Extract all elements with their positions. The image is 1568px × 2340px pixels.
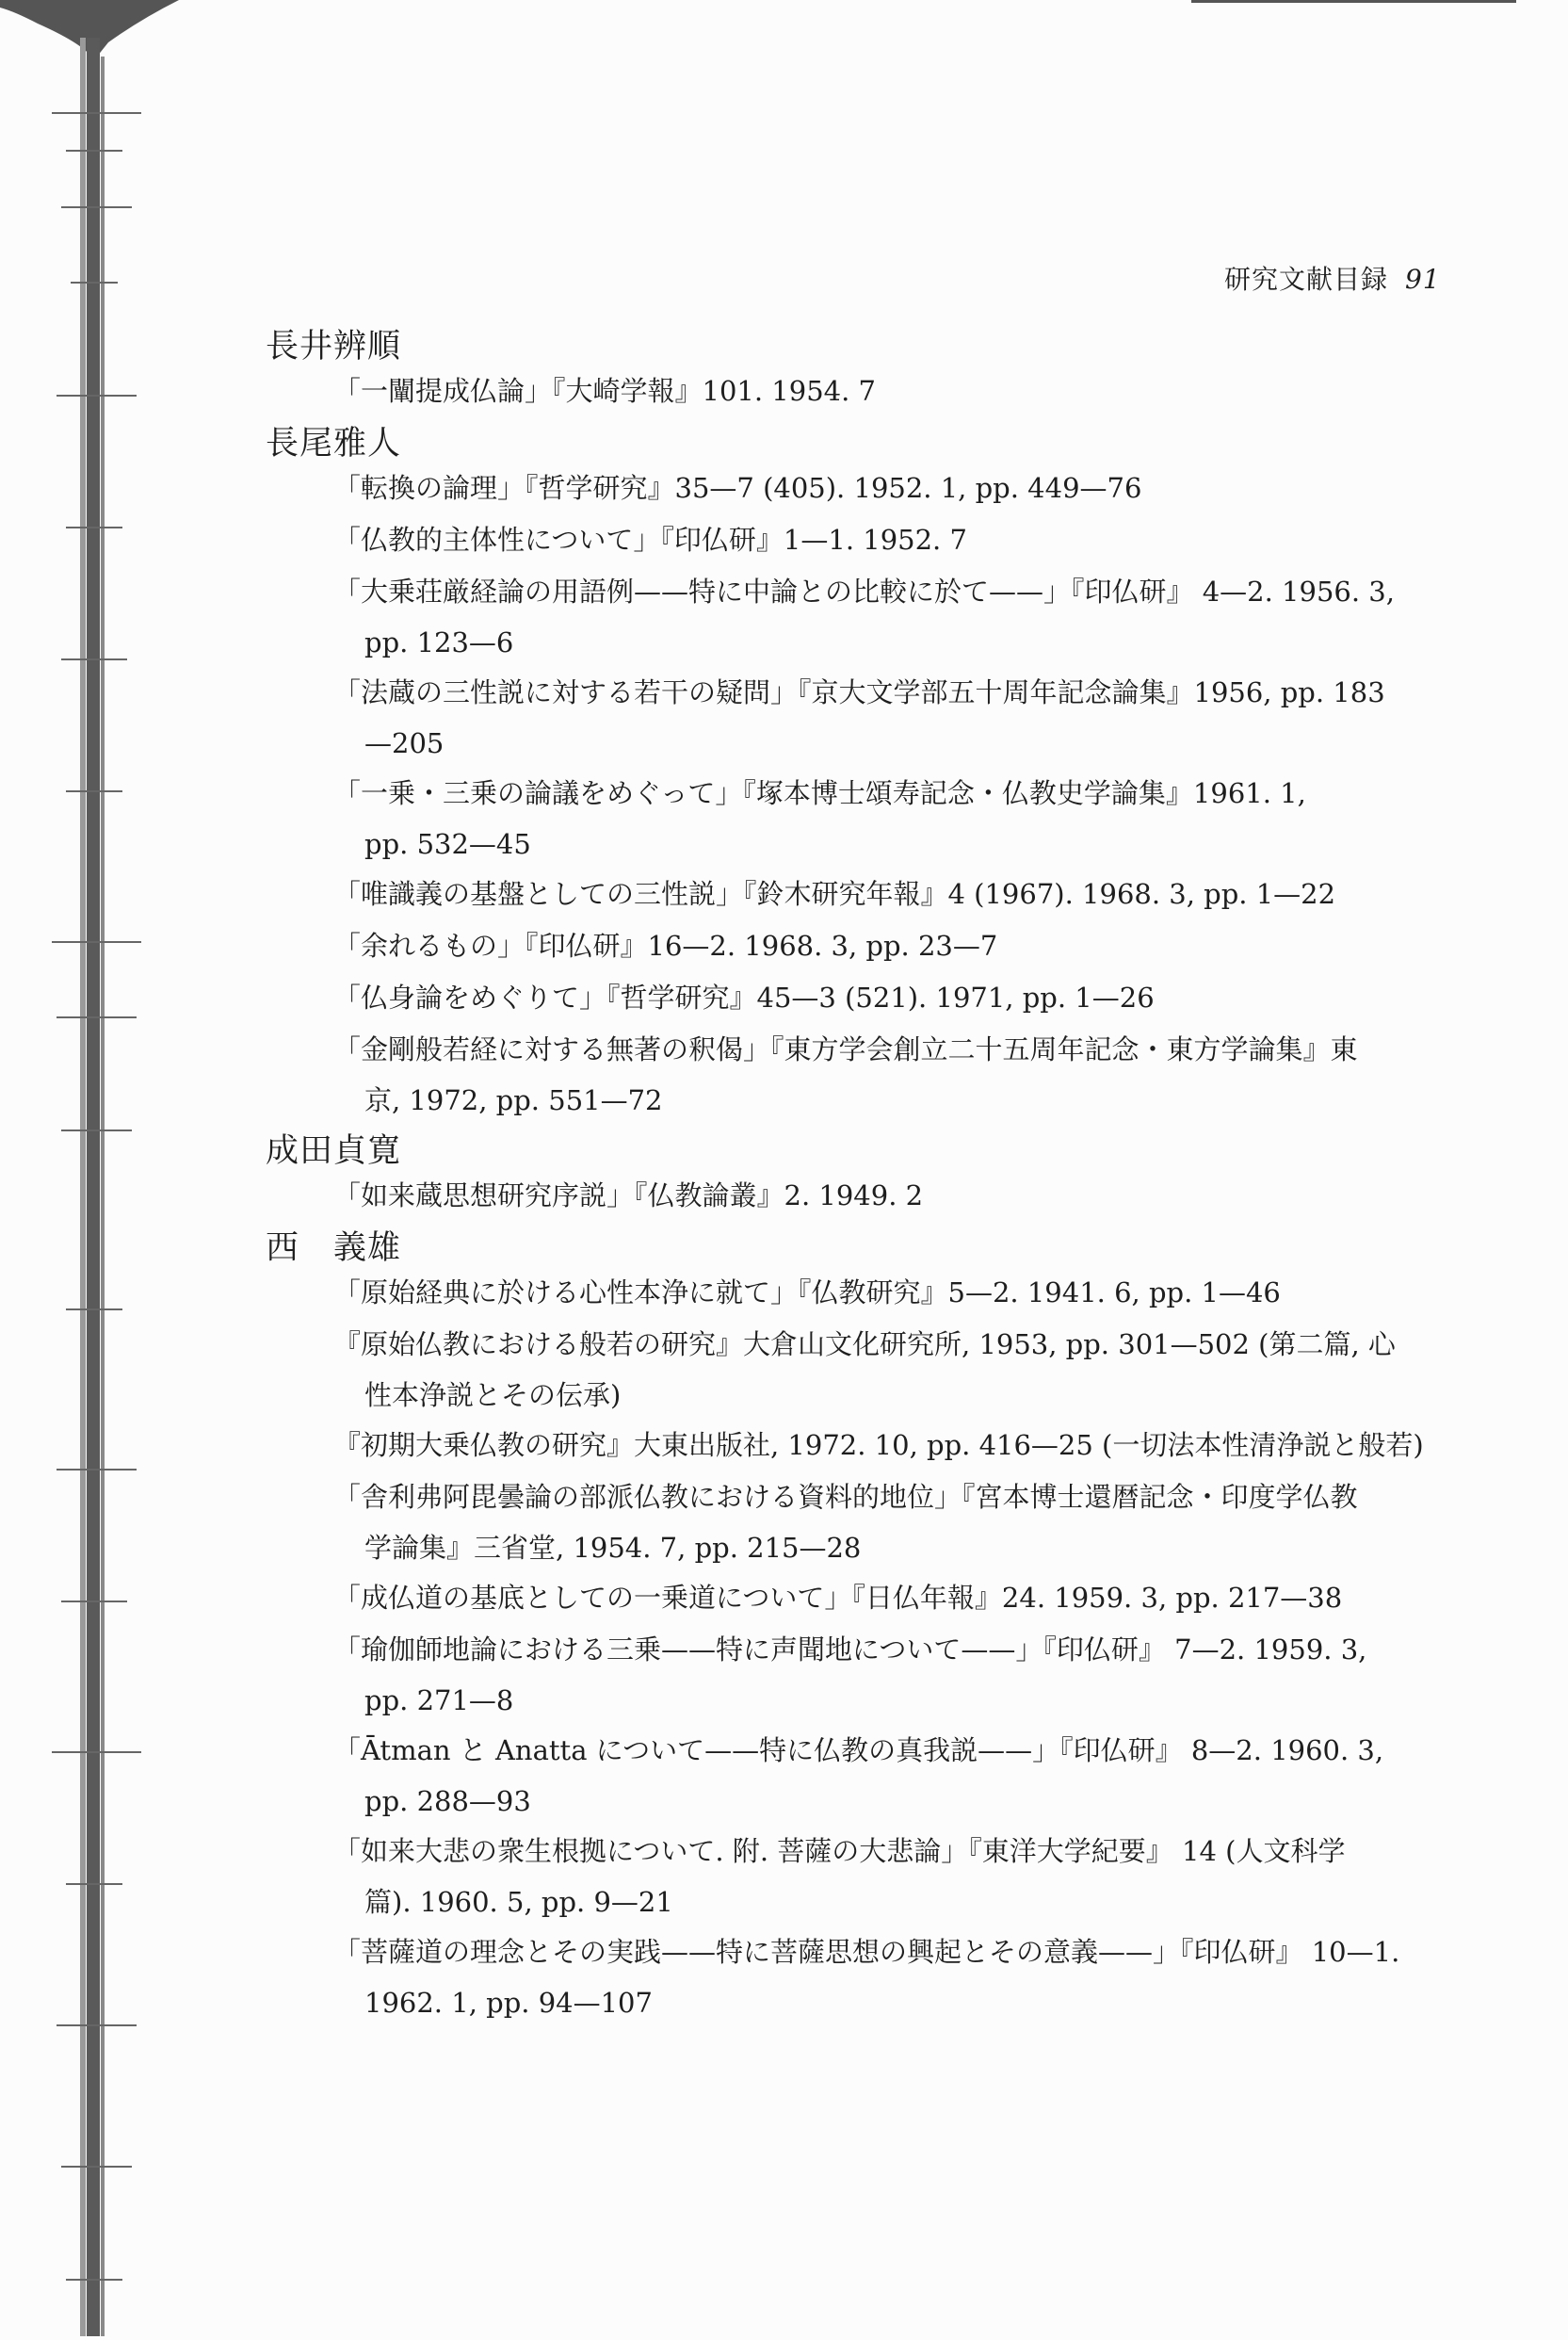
bibliography-entry [266, 667, 1490, 768]
entry-continuation-line: pp. 532—45 [364, 828, 531, 860]
bibliography-entry [266, 366, 1490, 417]
entry-continuation-line: 性本浄説とその伝承) [364, 1379, 622, 1411]
binding-edge-shadow [0, 0, 188, 2336]
running-header [1224, 259, 1441, 297]
entry-continuation-line: pp. 271—8 [364, 1684, 514, 1716]
entry-line: 「如来大悲の衆生根拠について. 附. 菩薩の大悲論」『東洋大学紀要』 14 (人文科学 [333, 1835, 1346, 1867]
author-block [266, 1222, 1490, 2027]
entry-continuation-line: pp. 123—6 [364, 626, 514, 658]
entry-line: 「舎利弗阿毘曇論の部派仏教における資料的地位」『宮本博士還暦記念・印度学仏教 [333, 1481, 1358, 1513]
entry-line: 「原始経典に於ける心性本浄に就て」『仏教研究』5—2. 1941. 6, pp. 1—46 [333, 1276, 1281, 1308]
entry-line: 「法蔵の三性説に対する若干の疑問」『京大文学部五十周年記念論集』1956, pp. 183 [333, 676, 1385, 708]
bibliography-entry [266, 1826, 1490, 1926]
bibliography-entry [266, 1926, 1490, 2027]
bibliography-list [266, 320, 1490, 2027]
bibliography-entry [266, 972, 1490, 1024]
bibliography-entry [266, 1624, 1490, 1725]
entry-line: 「金剛般若経に対する無著の釈偈」『東方学会創立二十五周年記念・東方学論集』東 [333, 1033, 1358, 1065]
header-title: 研究文献目録 [1224, 264, 1389, 295]
author-name: 成田貞寛 [266, 1132, 402, 1170]
author-name: 西 義雄 [266, 1229, 402, 1267]
top-edge-rule [1191, 0, 1516, 3]
bibliography-entry [266, 1319, 1490, 1420]
entry-line: 『初期大乗仏教の研究』大東出版社, 1972. 10, pp. 416—25 (一切法本性清浄説と般若) [333, 1429, 1424, 1461]
entry-line: 「成仏道の基底としての一乗道について」『日仏年報』24. 1959. 3, pp. 217—38 [333, 1582, 1343, 1614]
entry-line: 『原始仏教における般若の研究』大倉山文化研究所, 1953, pp. 301—502 (第二篇, 心 [333, 1328, 1396, 1360]
entry-line: 「一闡提成仏論」『大崎学報』101. 1954. 7 [333, 375, 876, 407]
bibliography-entry [266, 869, 1490, 920]
entry-line: 「瑜伽師地論における三乗——特に声聞地について——」『印仏研』 7—2. 1959. 3, [333, 1633, 1367, 1666]
bibliography-entry [266, 920, 1490, 972]
entry-line: 「唯識義の基盤としての三性説」『鈴木研究年報』4 (1967). 1968. 3, pp. 1—22 [333, 878, 1336, 910]
entry-line: 「Ātman と Anatta について——特に仏教の真我説——」『印仏研』 8—2. 1960. 3, [333, 1734, 1384, 1766]
entry-continuation-line: 篇). 1960. 5, pp. 9—21 [364, 1886, 673, 1918]
entry-continuation-line: 京, 1972, pp. 551—72 [364, 1084, 663, 1116]
entry-continuation-line: 1962. 1, pp. 94—107 [364, 1987, 653, 2019]
bibliography-entry [266, 566, 1490, 667]
author-block [266, 320, 1490, 417]
entry-line: 「如来蔵思想研究序説」『仏教論叢』2. 1949. 2 [333, 1179, 924, 1211]
bibliography-entry [266, 1471, 1490, 1572]
entry-line: 「転換の論理」『哲学研究』35—7 (405). 1952. 1, pp. 449—76 [333, 472, 1142, 504]
entry-line: 「仏身論をめぐりて」『哲学研究』45—3 (521). 1971, pp. 1—26 [333, 982, 1155, 1014]
bibliography-entry [266, 514, 1490, 566]
entry-line: 「菩薩道の理念とその実践——特に菩薩思想の興起とその意義——」『印仏研』 10—1. [333, 1936, 1400, 1968]
bibliography-entry [266, 463, 1490, 514]
bibliography-entry [266, 1170, 1490, 1222]
bibliography-entry [266, 1420, 1490, 1471]
bibliography-entry [266, 1024, 1490, 1125]
binding-edge-graphic [0, 0, 188, 2336]
author-block [266, 417, 1490, 1125]
entry-line: 「余れるもの」『印仏研』16—2. 1968. 3, pp. 23—7 [333, 930, 998, 962]
page-number: 91 [1405, 264, 1441, 295]
author-name: 長尾雅人 [266, 425, 402, 463]
bibliography-entry [266, 1267, 1490, 1319]
bibliography-entry [266, 1572, 1490, 1624]
entry-line: 「仏教的主体性について」『印仏研』1—1. 1952. 7 [333, 524, 967, 556]
entry-continuation-line: 学論集』三省堂, 1954. 7, pp. 215—28 [364, 1532, 862, 1564]
entry-continuation-line: pp. 288—93 [364, 1785, 531, 1817]
author-name: 長井辨順 [266, 328, 402, 366]
author-block [266, 1125, 1490, 1222]
bibliography-entry [266, 1725, 1490, 1826]
bibliography-entry [266, 768, 1490, 869]
entry-line: 「一乗・三乗の論議をめぐって」『塚本博士頌寿記念・仏教史学論集』1961. 1, [333, 777, 1306, 809]
entry-line: 「大乗荘厳経論の用語例——特に中論との比較に於て——」『印仏研』 4—2. 1956. 3, [333, 576, 1395, 608]
entry-continuation-line: —205 [364, 727, 445, 759]
